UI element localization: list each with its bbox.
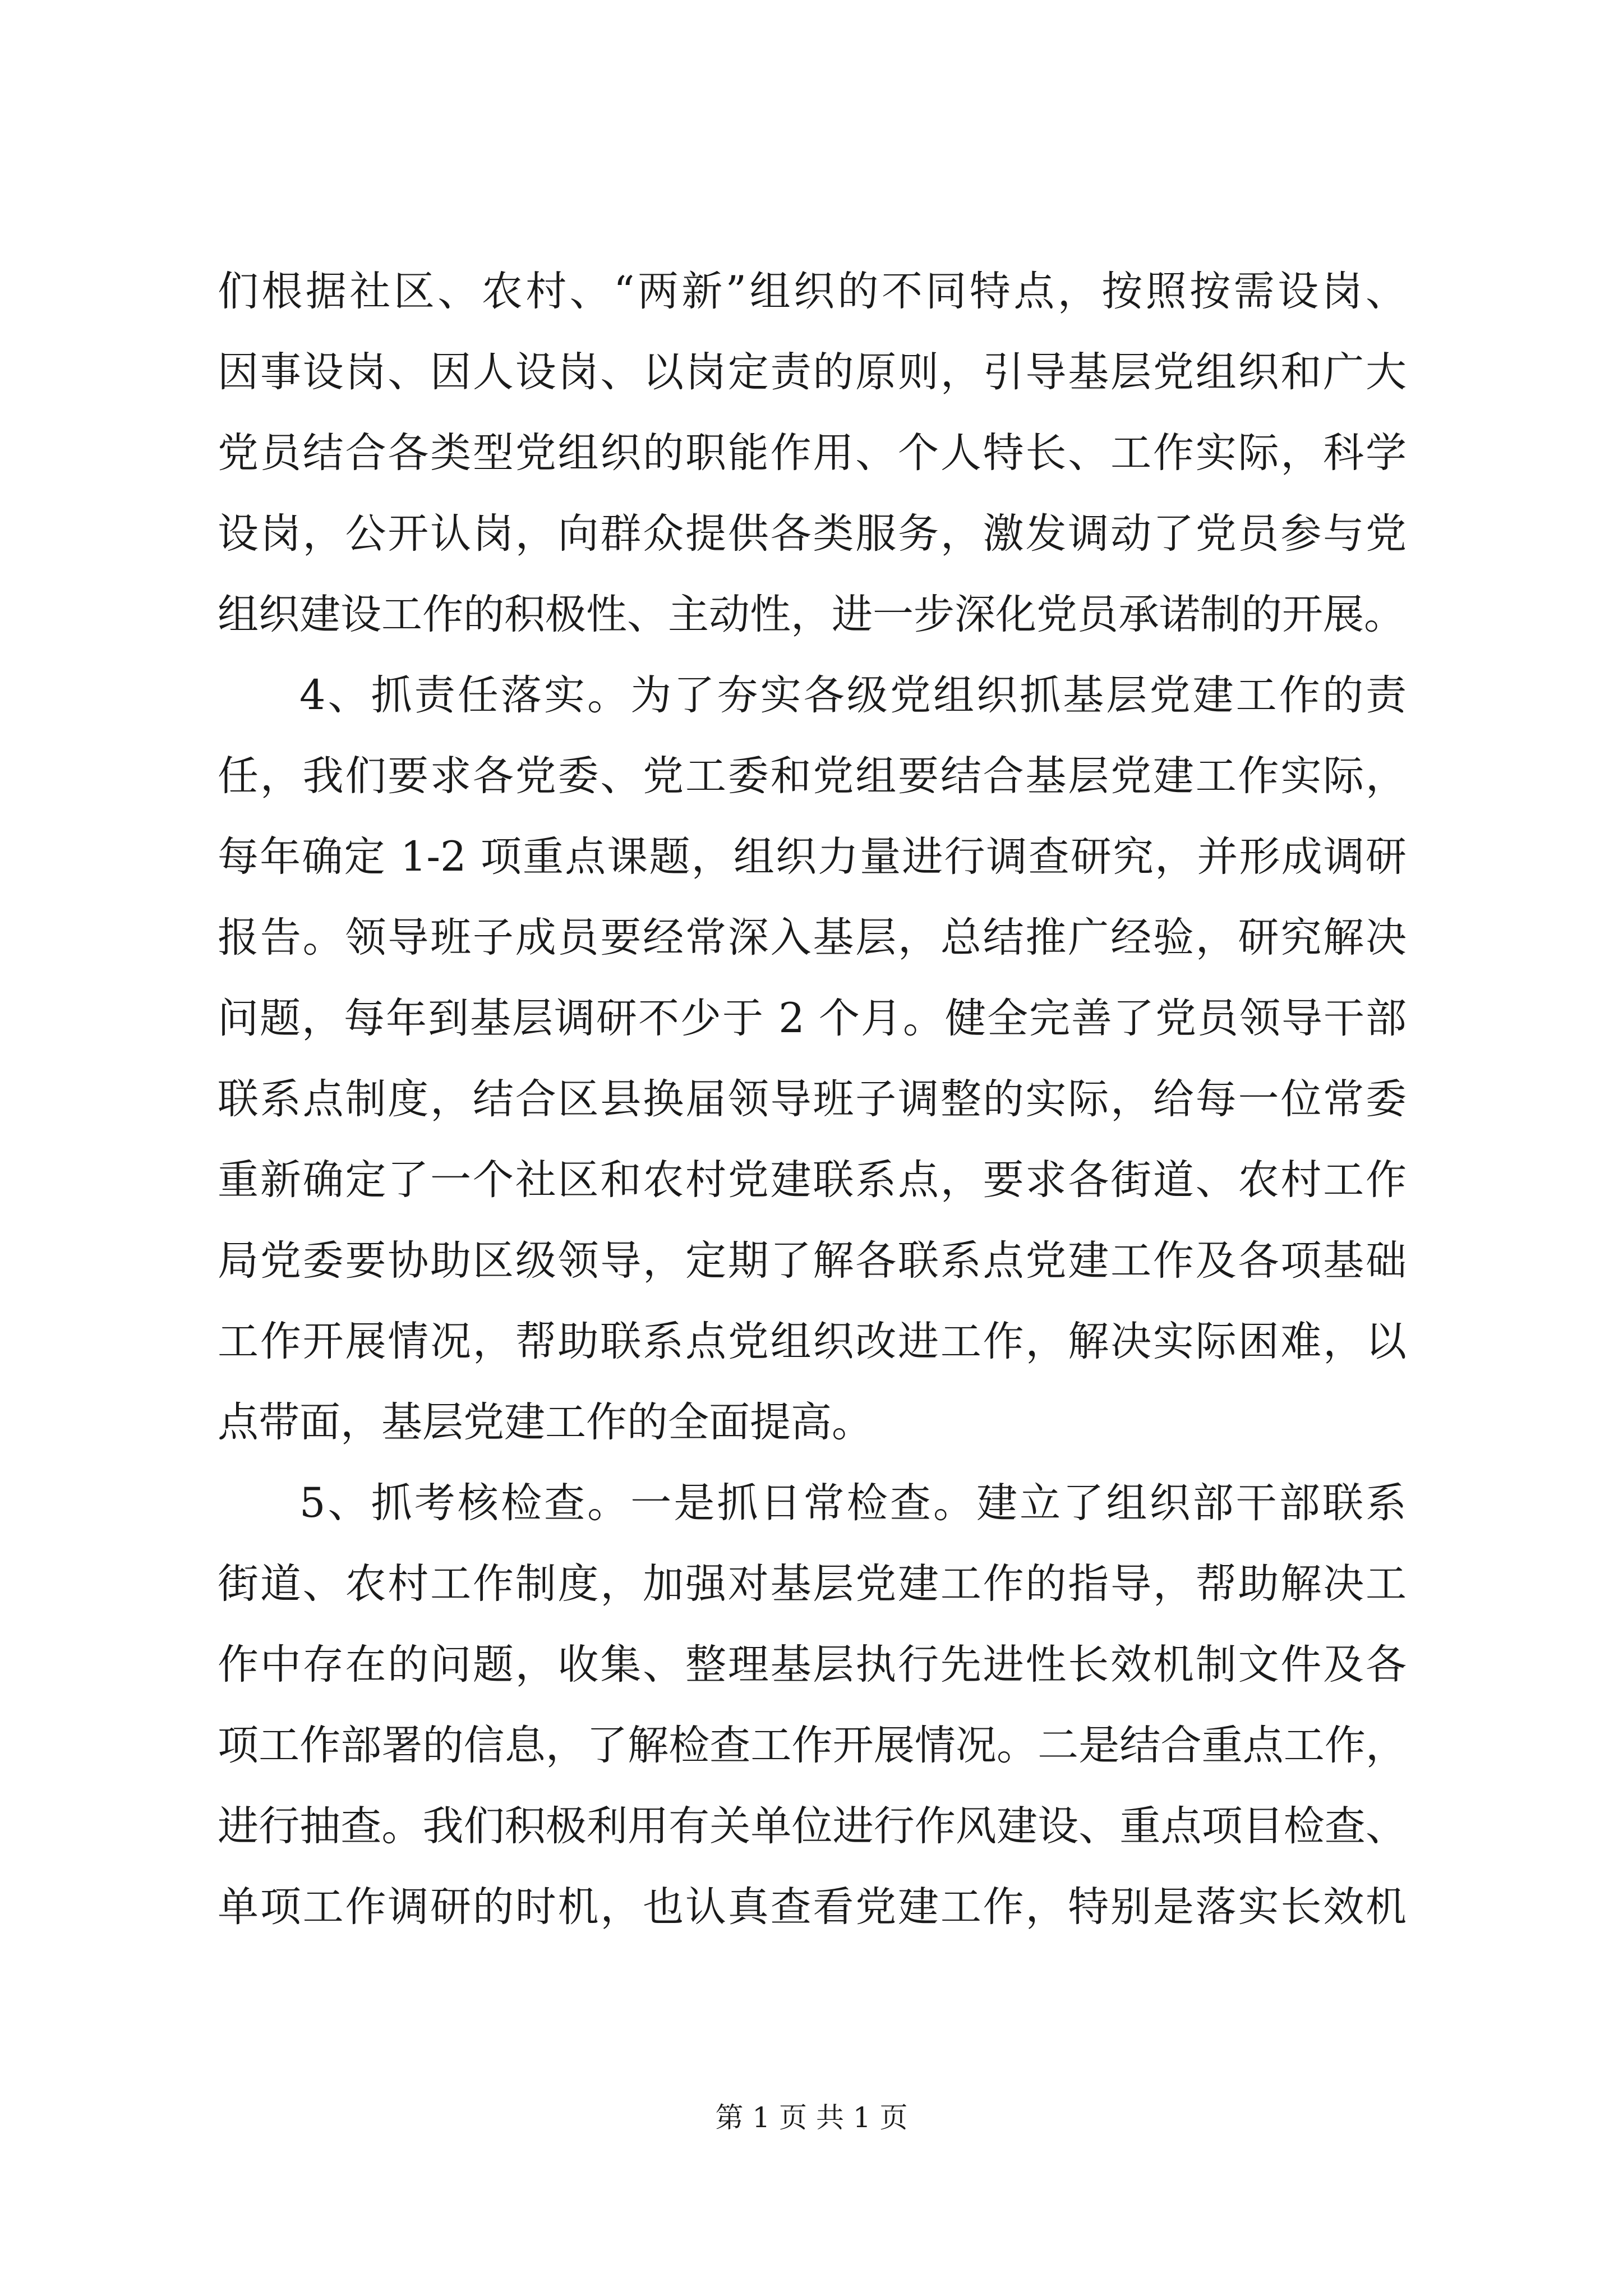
text-line: 任，我们要求各党委、党工委和党组要结合基层党建工作实际， (218, 752, 1407, 800)
text-line: 联系点制度，结合区县换届领导班子调整的实际，给每一位常委 (218, 1075, 1407, 1123)
text-line: 作中存在的问题，收集、整理基层执行先进性长效机制文件及各 (218, 1641, 1407, 1688)
text-line: 局党委要协助区级领导，定期了解各联系点党建工作及各项基础 (218, 1237, 1407, 1285)
text-line: 工作开展情况，帮助联系点党组织改进工作，解决实际困难，以 (218, 1318, 1407, 1365)
text-line: 党员结合各类型党组织的职能作用、个人特长、工作实际，科学 (218, 429, 1407, 477)
text-line: 重新确定了一个社区和农村党建联系点，要求各街道、农村工作 (218, 1156, 1407, 1204)
text-line: 单项工作调研的时机，也认真查看党建工作，特别是落实长效机 (218, 1883, 1407, 1931)
paragraph-start-line: 5、抓考核检查。一是抓日常检查。建立了组织部干部联系 (299, 1479, 1407, 1527)
text-line: 每年确定 1-2 项重点课题，组织力量进行调查研究，并形成调研 (218, 833, 1407, 881)
document-body (218, 251, 1407, 1948)
text-line: 问题，每年到基层调研不少于 2 个月。健全完善了党员领导干部 (218, 995, 1407, 1042)
text-line: 组织建设工作的积极性、主动性，进一步深化党员承诺制的开展。 (218, 591, 1405, 638)
text-line: 因事设岗、因人设岗、以岗定责的原则，引导基层党组织和广大 (218, 348, 1407, 396)
page-footer (0, 2098, 1623, 2137)
text-line: 报告。领导班子成员要经常深入基层，总结推广经验，研究解决 (218, 914, 1407, 961)
page-number-label: 第 1 页 共 1 页 (715, 2101, 908, 2134)
text-line: 项工作部署的信息，了解检查工作开展情况。二是结合重点工作， (218, 1722, 1407, 1769)
text-line: 点带面，基层党建工作的全面提高。 (218, 1398, 873, 1446)
paragraph-start-line: 4、抓责任落实。为了夯实各级党组织抓基层党建工作的责 (299, 671, 1407, 719)
text-line: 进行抽查。我们积极利用有关单位进行作风建设、重点项目检查、 (218, 1802, 1407, 1850)
text-line: 街道、农村工作制度，加强对基层党建工作的指导，帮助解决工 (218, 1560, 1407, 1608)
text-line: 们根据社区、农村、“两新”组织的不同特点，按照按需设岗、 (218, 268, 1407, 315)
text-line: 设岗，公开认岗，向群众提供各类服务，激发调动了党员参与党 (218, 510, 1407, 558)
